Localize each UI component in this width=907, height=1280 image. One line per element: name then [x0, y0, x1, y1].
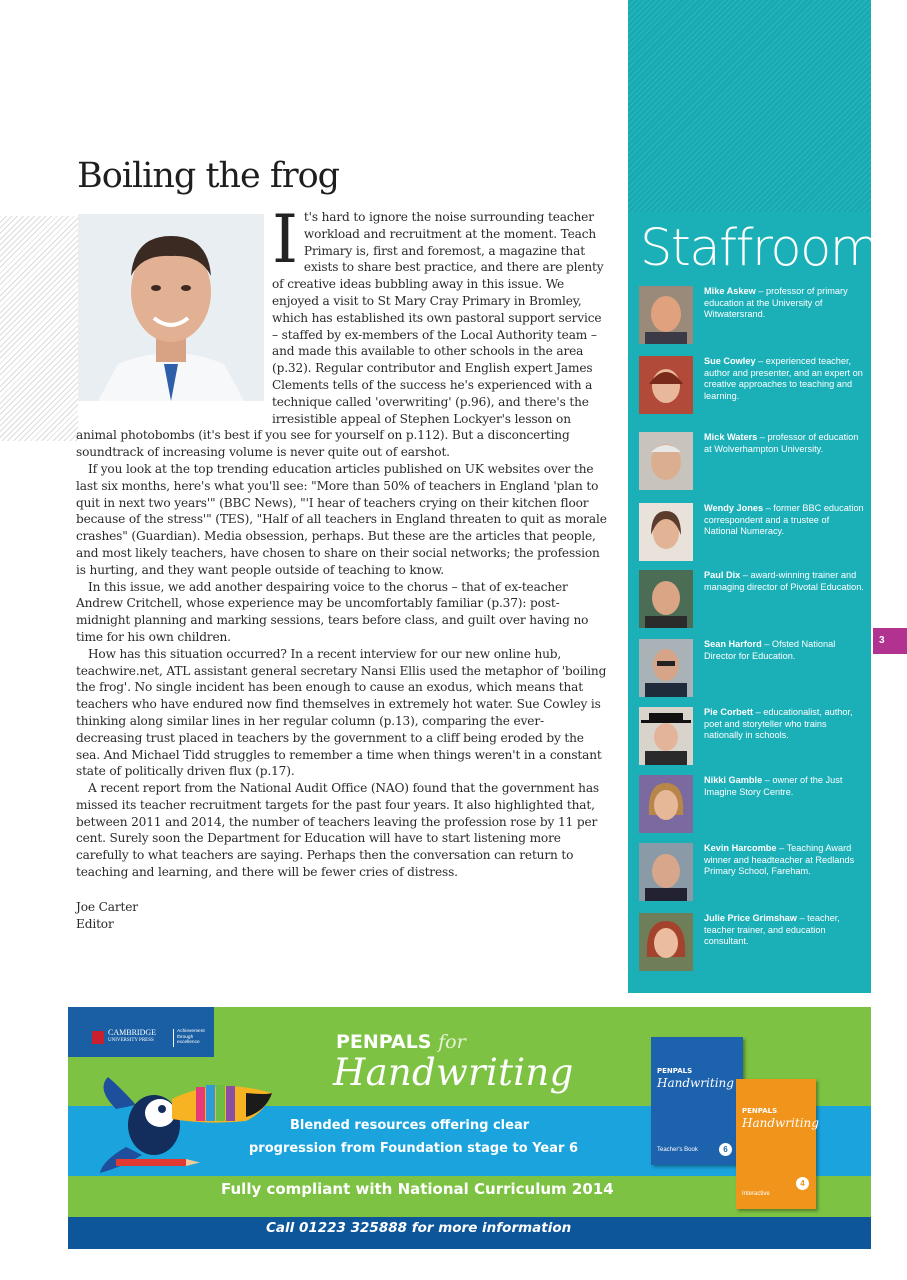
brand-handwriting: Handwriting	[333, 1051, 574, 1094]
staff-name: Wendy Jones	[704, 503, 764, 513]
book-number: 4	[796, 1177, 809, 1190]
book-label: Interactive	[742, 1191, 770, 1197]
brand-name: PENPALS	[336, 1031, 432, 1053]
photo-wrap-space	[76, 209, 272, 411]
staff-name: Sue Cowley	[704, 356, 756, 366]
staff-photo	[639, 843, 693, 901]
paragraph-2: If you look at the top trending education articles published on UK websites over the last six months, here's what you'll see: "More than 50% of teachers in England 'plan to quit in next two years'" (BBC News), "'I hear of teachers crying on their kitchen floor because of the stress'" (TES), "Half of all teachers in England threaten to quit as morale crashes" (Guardian). Media obsession, perhaps. But these are the articles that people, and most likely teachers, have chosen to share on their social networks; the profession is hurting, and they want people outside of teaching to know.	[76, 461, 607, 577]
staff-name: Julie Price Grimshaw	[704, 913, 797, 923]
staffroom-pattern	[628, 0, 871, 212]
advert-line-3: Fully compliant with National Curriculum 2014	[221, 1180, 614, 1198]
staff-desc: – educationalist, author, poet and storyteller who trains nationally in schools.	[704, 707, 853, 741]
teachers-book-cover	[651, 1037, 743, 1165]
crest-icon	[92, 1031, 104, 1044]
editor-name: Joe Carter	[76, 899, 138, 914]
editor-role: Editor	[76, 916, 114, 931]
staff-desc: – Ofsted National Director for Education.	[704, 639, 836, 661]
logo-divider	[173, 1029, 174, 1047]
staff-name: Nikki Gamble	[704, 775, 763, 785]
staff-name: Mike Askew	[704, 286, 756, 296]
penpals-brand	[336, 1031, 466, 1053]
staff-name: Mick Waters	[704, 432, 758, 442]
book-brand: PENPALS	[742, 1107, 778, 1115]
interactive-cover	[736, 1079, 819, 1209]
staff-name: Sean Harford	[704, 639, 762, 649]
staff-photo	[639, 707, 693, 765]
staff-photo	[639, 913, 693, 971]
cambridge-logo	[68, 1007, 214, 1057]
publisher-name: CAMBRIDGE	[108, 1028, 157, 1037]
paragraph-5: A recent report from the National Audit Office (NAO) found that the government has missed its teacher recruitment targets for the past four years. It also highlighted that, between 2011 and 2014, the number of teachers leaving the profession rose by 11 per cent. Surely soon the Department for Education will have to start listening more carefully to what teachers are saying. Perhaps then the conversation can return to teaching and learning, and there will be fewer cries of distress.	[76, 781, 600, 880]
staff-name: Paul Dix	[704, 570, 741, 580]
book-title: Handwriting	[657, 1076, 734, 1090]
staff-desc: – owner of the Just Imagine Story Centre.	[704, 775, 843, 797]
staff-desc: – former BBC education correspondent and a trustee of National Numeracy.	[704, 503, 864, 537]
publisher-sub: UNIVERSITY PRESS	[108, 1038, 154, 1043]
staff-desc: – professor of education at Wolverhampton University.	[704, 432, 859, 454]
staff-desc: – experienced teacher, author and presenter, and an expert on creative approaches to teaching and learning.	[704, 356, 863, 401]
advert-line-1: Blended resources offering clear	[290, 1118, 530, 1133]
staff-photo	[639, 286, 693, 344]
toucan-icon	[96, 1069, 276, 1174]
staff-photo	[639, 639, 693, 697]
book-number: 6	[719, 1143, 732, 1156]
advert-line-2: progression from Foundation stage to Year 6	[249, 1141, 578, 1156]
staff-name: Kevin Harcombe	[704, 843, 777, 853]
staff-name: Pie Corbett	[704, 707, 754, 717]
hatch-pattern	[0, 216, 78, 441]
page-number: 3	[873, 628, 907, 654]
paragraph-3: In this issue, we add another despairing voice to the chorus – that of ex-teacher Andrew Critchell, whose experience may be uncomfortably familiar (p.37): post-midnight planning and marking sessions, tears before class, and guilt over having no time for his own children.	[76, 579, 589, 644]
staff-photo	[639, 356, 693, 414]
article-body	[76, 201, 610, 932]
staff-photo	[639, 570, 693, 628]
brand-for: for	[438, 1031, 466, 1053]
book-brand: PENPALS	[657, 1067, 693, 1075]
book-title: Handwriting	[742, 1116, 819, 1130]
staff-desc: – teacher, teacher trainer, and education consultant.	[704, 913, 840, 947]
staff-desc: – professor of primary education at the University of Witwatersrand.	[704, 286, 848, 320]
book-label: Teacher's Book	[657, 1147, 698, 1153]
staff-desc: – award-winning trainer and managing director of Pivotal Education.	[704, 570, 864, 592]
advert-line-4: Call 01223 325888 for more information	[266, 1220, 572, 1236]
paragraph-4: How has this situation occurred? In a recent interview for our new online hub, teachwire.net, ATL assistant general secretary Nansi Ellis used the metaphor of 'boiling the frog'. No single incident has been enough to cause an exodus, which means that teachers who have endured now find themselves in extremely hot water. Sue Cowley is thinking along similar lines in her regular column (p.13), comparing the ever-decreasing trust placed in teachers by the government to a cliff being eroded by the sea. And Michael Tidd struggles to remember a time when things weren't in a constant state of politically driven flux (p.17).	[76, 646, 607, 779]
staff-photo	[639, 432, 693, 490]
article-title: Boiling the frog	[77, 156, 340, 196]
publisher-tagline: Achievement through excellence	[177, 1029, 205, 1046]
staff-photo	[639, 503, 693, 561]
staff-photo	[639, 775, 693, 833]
drop-cap: I	[272, 201, 298, 278]
staff-desc: – Teaching Award winner and headteacher at Redlands Primary School, Fareham.	[704, 843, 855, 877]
advert-banner	[68, 1007, 871, 1249]
staffroom-panel	[628, 0, 878, 993]
staffroom-title: Staffroom	[640, 219, 878, 278]
paragraph-1: t's hard to ignore the noise surrounding teacher workload and recruitment at the moment. Teach Primary is, first and foremost, a magazine that exists to share best practice, and there are plenty of creative ideas bubbling away in this issue. We enjoyed a visit to St Mary Cray Primary in Bromley, which has established its own pastoral support service – staffed by ex-members of the Local Authority team – and made this available to other schools in the area (p.32). Regular contributor and English expert James Clements tells of the success he's experienced with a technique called 'overwriting' (p.96), and there's the irresistible appeal of Stephen Lockyer's lesson on animal photobombs (it's best if you see for yourself on p.112). But a disconcerting soundtrack of increasing volume is never quite out of earshot.	[76, 210, 604, 460]
